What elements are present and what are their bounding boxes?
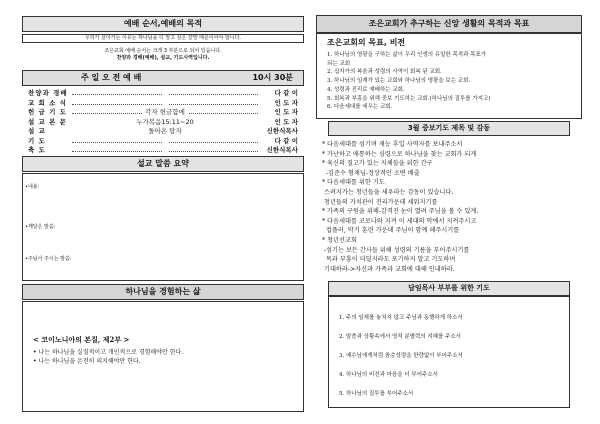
prayer-item: 컵플러, 악기 훈련 가운데 주님이 함께 해주시기를: [322, 227, 460, 235]
pastor-prayer-item: 3. 예수님에게처럼 참층성령을 한량없이 부어주소서: [339, 353, 463, 359]
vision-item: 3. 하나님의 임재가 있는 교회와 하나님의 영광을 보는 교회.: [327, 78, 471, 85]
order-label: 기 도: [28, 136, 46, 145]
worship-heading: 주 일 오 전 예 배: [81, 73, 142, 82]
worship-order-row: [28, 146, 298, 156]
prayer-item: 청년들의 가치관이 진리가운데 세워지기를: [322, 198, 438, 206]
order-label: 설 교: [28, 127, 46, 135]
koinonia-list: [33, 348, 183, 366]
worship-time: 10시 30분: [252, 73, 293, 82]
prayer-title: 3월 중보기도 제목 및 감동: [407, 124, 491, 132]
order-label: 교 회 소 식: [28, 98, 67, 107]
worship-header: [22, 70, 304, 86]
worship-order-row: [28, 137, 298, 147]
worship-order-row: [28, 99, 298, 109]
order-detail: 돌아온 탕자: [148, 127, 182, 135]
order-rule-line2: 찬양과 경배(예배), 설교, 기도사역입니다.: [116, 55, 210, 61]
vision-header: [316, 15, 582, 33]
order-leader: 다 같 이: [274, 136, 298, 145]
vision-box: [316, 33, 582, 119]
order-label: 헌 금 기 도: [28, 108, 67, 116]
pastor-list: [339, 309, 463, 404]
summary-item: •주님이 주시는 말씀:: [25, 256, 72, 262]
order-leader: 인 도 자: [274, 98, 298, 107]
pastor-title: 담임목사 부부를 위한 기도: [408, 284, 490, 292]
worship-order-row: [28, 89, 298, 99]
vision-header-text: 조은교회가 추구하는 신앙 생활의 목적과 목표: [368, 19, 530, 28]
prayer-item: * 다음세대를 코로나와 지켜 이 세대의 악에서 지켜주시고: [322, 217, 477, 225]
order-detail: [72, 89, 258, 99]
order-leader: 다 같 이: [274, 89, 298, 97]
purpose-text: 우리가 살아가는 이유는 하나님을 더 알고 싶은 갈망 때문이어야 합니다.: [85, 35, 241, 41]
order-purpose-title: 예배 순서,예배의 목적: [123, 19, 203, 28]
prayer-item: -김준수 형제님-정상적인 소변 배출: [322, 169, 420, 177]
order-label: 축 도: [28, 146, 46, 154]
pastor-prayer-item: 2. 말씀과 상황속에서 영적 분별력의 지혜를 주소서: [339, 334, 461, 340]
prayer-item: -섬기는 보든 간사들 위해 성령의 기름을 부어주시기를: [322, 246, 470, 254]
order-label: 찬양과 경배: [28, 89, 68, 97]
order-detail: [72, 99, 258, 109]
order-leader: 신한식목사: [266, 127, 298, 135]
pastor-header: [328, 281, 570, 296]
prayer-list: [322, 140, 580, 274]
vision-item: 1. 하나님의 영광을 구하는 삶이 우리 인생의 유일한 목적과 목표가: [327, 52, 487, 58]
order-detail: 각자 헌금함에: [72, 108, 258, 118]
experience-title: 하나님을 경험하는 삶: [125, 287, 201, 296]
prayer-item: * 가난하고 애통하는 심령으로 하나님을 찾는 교회가 되게: [322, 150, 477, 158]
experience-header: [22, 284, 304, 300]
vision-item: 2. 십자가의 복음과 성령의 사역이 회복 된 교회.: [327, 69, 442, 76]
worship-order-row: [28, 108, 298, 118]
worship-order-row: [28, 118, 298, 128]
order-detail: [72, 146, 258, 156]
order-label: 설 교 본 문: [28, 117, 67, 126]
prayer-item: 목과 부흥이 더딜지라도 포기하지 말고 기도하며: [322, 256, 456, 264]
prayer-item: 기대하라->자신과 가족과 교회에 대해 인내하라.: [322, 265, 455, 273]
koinonia-title: < 코이노니아의 본질, 제2부 >: [33, 335, 130, 344]
order-detail: [72, 137, 258, 147]
summary-title: 설교 말씀 요약: [137, 159, 189, 168]
prayer-item: * 다음세대를 위한 기도: [322, 179, 385, 187]
summary-box: [22, 173, 304, 281]
summary-item: •깨달은 말씀:: [25, 224, 56, 230]
order-rule: [22, 48, 304, 62]
worship-order-row: [28, 127, 298, 137]
vision-item: 되는 교회: [327, 60, 351, 67]
pastor-box: [328, 296, 570, 408]
order-detail: 누가복음15:11~20: [136, 117, 194, 126]
purpose-box: [22, 34, 304, 43]
prayer-item: 스려지가는 청년들을 세우라는 감동이 있습니다.: [322, 188, 454, 196]
experience-box: [22, 301, 304, 412]
koinonia-item: • 나는 하나님을 온전히 의지해야만 한다.: [33, 358, 141, 365]
order-rule-line1: 조은교회 예배 순서는 크게 3 부분으로 되어 있습니다.: [104, 48, 222, 54]
summary-header: [22, 156, 304, 172]
prayer-item: * 청년선교회: [322, 236, 357, 244]
vision-list: [327, 51, 579, 112]
order-leader: 신한식목사: [266, 146, 298, 154]
order-leader: 인 도 자: [274, 117, 298, 126]
vision-subtitle: 조은교회의 목표, 비전: [327, 38, 406, 47]
koinonia-item: • 나는 하나님을 실질적이고 개인적으로 경험해야만 한다.: [33, 349, 184, 356]
order-purpose-header: [22, 16, 304, 32]
pastor-prayer-item: 1. 주의 임재를 놓치지 않고 주님과 동행하게 하소서: [339, 315, 463, 321]
prayer-item: * 육신의 질고가 있는 지체들을 위한 간구: [322, 160, 433, 168]
vision-item: 6. 다음세대를 세우는 교회.: [327, 104, 393, 111]
vision-item: 5. 회복과 부흥을 위해 중보 기도하는 교회.(하나님의 질투를 가지고): [327, 95, 491, 102]
prayer-item: * 다음세대를 섬기며 재능 후입 사역자를 보내주소서: [322, 141, 463, 148]
prayer-item: * 가족의 구원을 위해-감격진 눈이 열려 주님을 볼 수 있게.: [322, 208, 479, 216]
order-leader: 인 도 자: [274, 108, 298, 116]
prayer-header: [328, 121, 570, 136]
summary-item: •내용:: [25, 184, 40, 190]
worship-order-list: [28, 89, 298, 156]
vision-item: 4. 성령과 진리로 예배하는 교회.: [327, 86, 405, 93]
pastor-prayer-item: 4. 하나님의 비전과 마음을 더 부어주소서: [339, 372, 438, 378]
pastor-prayer-item: 5. 하나님의 질투를 부어주소서: [339, 391, 414, 397]
